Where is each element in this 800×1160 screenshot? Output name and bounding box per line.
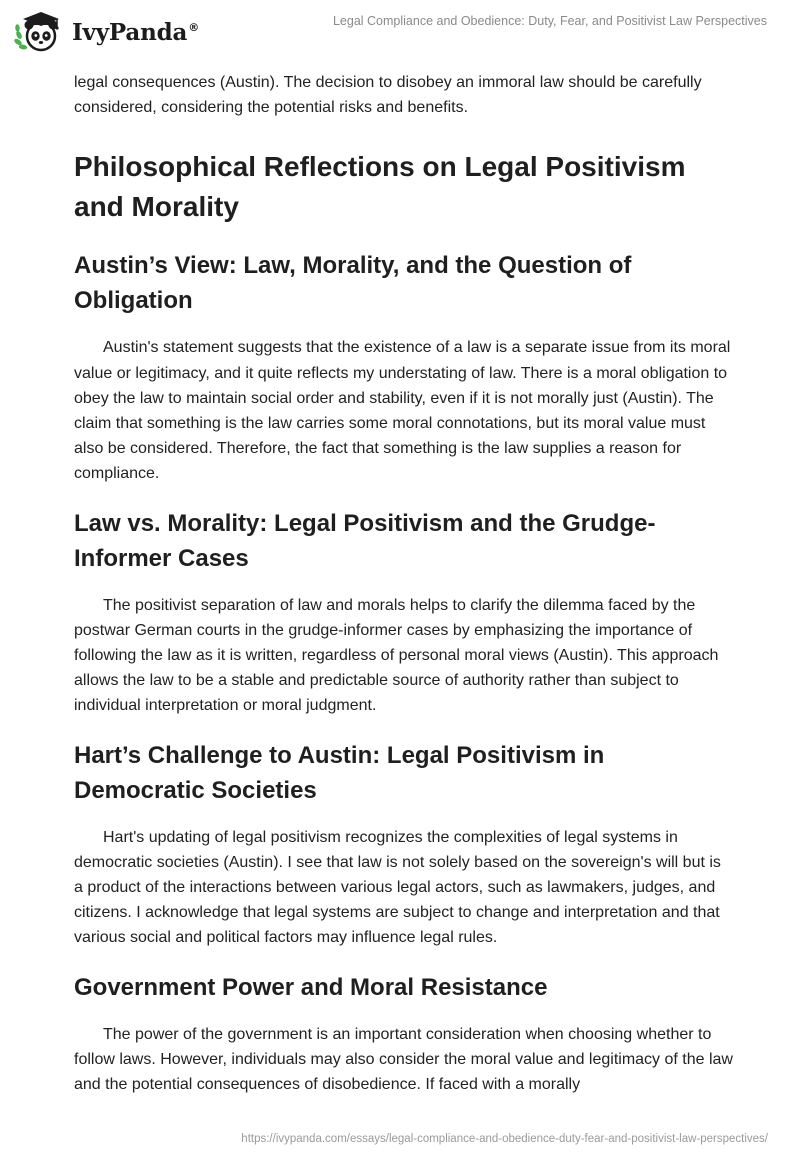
document-title: Legal Compliance and Obedience: Duty, Fear, and Positivist Law Perspectives: [332, 14, 767, 28]
section-main-heading: Philosophical Reflections on Legal Positivism and Morality: [74, 151, 686, 223]
subheading-law-vs-morality: Law vs. Morality: Legal Positivism and the Grudge-Informer Cases: [74, 509, 656, 572]
brand-name: IvyPanda®: [72, 18, 199, 46]
paragraph-hart-challenge: Hart's updating of legal positivism recognizes the complexities of legal systems in democratic societies (Austin). I see that law is not solely based on the sovereign's will but is a product of the interactions between various legal actors, such as lawmakers, judges, and citizens. I acknowledge that legal systems are subject to change and interpretation and that various social and political factors may influence legal rules.: [74, 828, 721, 947]
panda-graduate-icon: [14, 11, 64, 53]
registered-mark: ®: [188, 20, 199, 34]
essay-content: [74, 70, 734, 1097]
page-header: [0, 0, 800, 66]
paragraph-law-vs-morality: The positivist separation of law and morals helps to clarify the dilemma faced by the postwar German courts in the grudge-informer cases by emphasizing the importance of following the law as it is written, regardless of personal moral views (Austin). This approach allows the law to be a stable and predictable source of authority rather than subject to individual interpretation or moral judgment.: [74, 596, 719, 715]
ivypanda-logo[interactable]: [14, 11, 199, 53]
subheading-austin-view: Austin’s View: Law, Morality, and the Question of Obligation: [74, 252, 632, 315]
intro-paragraph: legal consequences (Austin). The decision to disobey an immoral law should be carefully considered, considering the potential risks and benefits.: [74, 74, 702, 117]
subheading-hart-challenge: Hart’s Challenge to Austin: Legal Positivism in Democratic Societies: [74, 741, 605, 804]
paragraph-austin-view: Austin's statement suggests that the existence of a law is a separate issue from its moral value or legitimacy, and it quite reflects my understating of law. There is a moral obligation to obey the law to maintain social order and stability, even if it is not morally just (Austin). The claim that something is the law carries some moral connotations, but its moral value must also be considered. Therefore, the fact that something is the law supplies a reason for compliance.: [74, 339, 731, 483]
paragraph-government-power: The power of the government is an important consideration when choosing whether to follow laws. However, individuals may also consider the moral value and legitimacy of the law and the potential consequences of disobedience. If faced with a morally: [74, 1025, 733, 1094]
footer-source-url[interactable]: https://ivypanda.com/essays/legal-compliance-and-obedience-duty-fear-and-positivist-law-perspectives/: [241, 1133, 768, 1145]
subheading-government-power: Government Power and Moral Resistance: [74, 973, 548, 1001]
